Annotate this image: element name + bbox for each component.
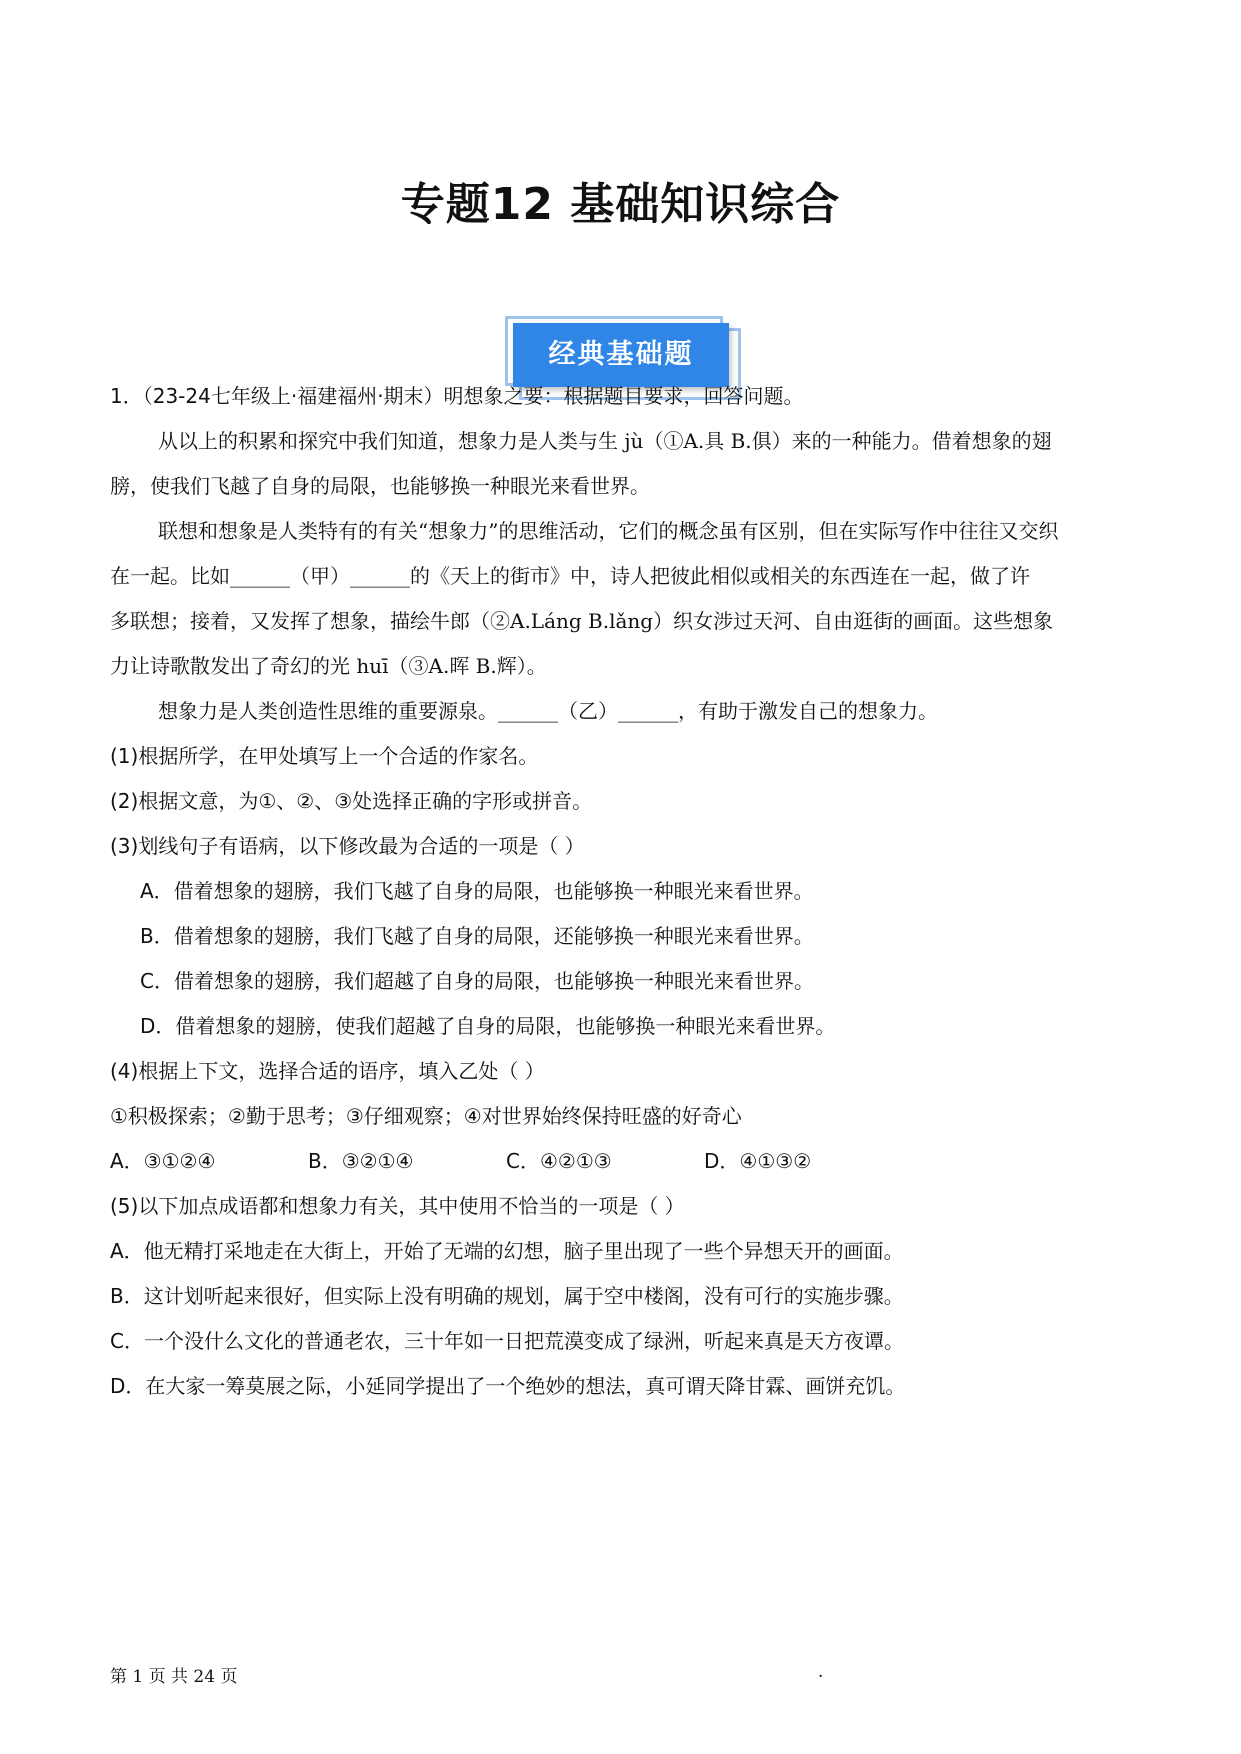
- sub-question-5: (5)以下加点成语都和想象力有关，其中使用不恰当的一项是（ ）: [110, 1194, 685, 1218]
- choice-b: B．③②①④: [308, 1149, 414, 1173]
- sub-question-2: (2)根据文意，为①、②、③处选择正确的字形或拼音。: [110, 789, 593, 813]
- option-d: D．在大家一筹莫展之际，小延同学提出了一个绝妙的想法，真可谓天降甘霖、画饼充饥。: [110, 1374, 906, 1398]
- passage-line: 从以上的积累和探究中我们知道，想象力是人类与生 jù（①A.具 B.俱）来的一种能力。借着想象的翅: [158, 429, 1052, 453]
- sub-question-1: (1)根据所学，在甲处填写上一个合适的作家名。: [110, 744, 539, 768]
- option-c: C．一个没什么文化的普通老农，三十年如一日把荒漠变成了绿洲，听起来真是天方夜谭。: [110, 1329, 904, 1353]
- choice-c: C．④②①③: [506, 1149, 612, 1173]
- section-badge-label: 经典基础题: [513, 323, 729, 387]
- option-a: A．借着想象的翅膀，我们飞越了自身的局限，也能够换一种眼光来看世界。: [140, 879, 814, 903]
- choice-d: D．④①③②: [704, 1149, 812, 1173]
- choice-a: A．③①②④: [110, 1149, 216, 1173]
- option-c: C．借着想象的翅膀，我们超越了自身的局限，也能够换一种眼光来看世界。: [140, 969, 814, 993]
- page-title: 专题12 基础知识综合: [400, 179, 841, 230]
- question-stem: 1．（23-24七年级上·福建福州·期末）明想象之要：根据题目要求，回答问题。: [110, 384, 804, 408]
- passage-line: 膀，使我们飞越了自身的局限，也能够换一种眼光来看世界。: [110, 474, 650, 498]
- sub-question-4-items: ①积极探索；②勤于思考；③仔细观察；④对世界始终保持旺盛的好奇心: [110, 1104, 742, 1128]
- sub-question-4-choices: [110, 1145, 1140, 1174]
- passage-line: 力让诗歌散发出了奇幻的光 huī（③A.晖 B.辉）。: [110, 654, 547, 678]
- sub-question-4: (4)根据上下文，选择合适的语序，填入乙处（ ）: [110, 1059, 545, 1083]
- option-b: B．这计划听起来很好，但实际上没有明确的规划，属于空中楼阁，没有可行的实施步骤。: [110, 1284, 904, 1308]
- option-b: B．借着想象的翅膀，我们飞越了自身的局限，还能够换一种眼光来看世界。: [140, 924, 814, 948]
- page-number: 第 1 页 共 24 页: [110, 1667, 238, 1687]
- footer-dot: .: [818, 1662, 824, 1682]
- sub-question-3: (3)划线句子有语病，以下修改最为合适的一项是（ ）: [110, 834, 585, 858]
- option-d: D．借着想象的翅膀，使我们超越了自身的局限，也能够换一种眼光来看世界。: [140, 1014, 836, 1038]
- option-a: A．他无精打采地走在大街上，开始了无端的幻想，脑子里出现了一些个异想天开的画面。: [110, 1239, 904, 1263]
- passage-line: 想象力是人类创造性思维的重要源泉。______（乙）______，有助于激发自己的想象力。: [158, 699, 938, 723]
- passage-line: 多联想；接着，又发挥了想象，描绘牛郎（②A.Láng B.lǎng）织女涉过天河、自由逛街的画面。这些想象: [110, 609, 1054, 633]
- passage-line: 在一起。比如______（甲）______的《天上的街市》中，诗人把彼此相似或相关的东西连在一起，做了许: [110, 564, 1030, 588]
- passage-line: 联想和想象是人类特有的有关“想象力”的思维活动，它们的概念虽有区别，但在实际写作中往往又交织: [158, 519, 1059, 543]
